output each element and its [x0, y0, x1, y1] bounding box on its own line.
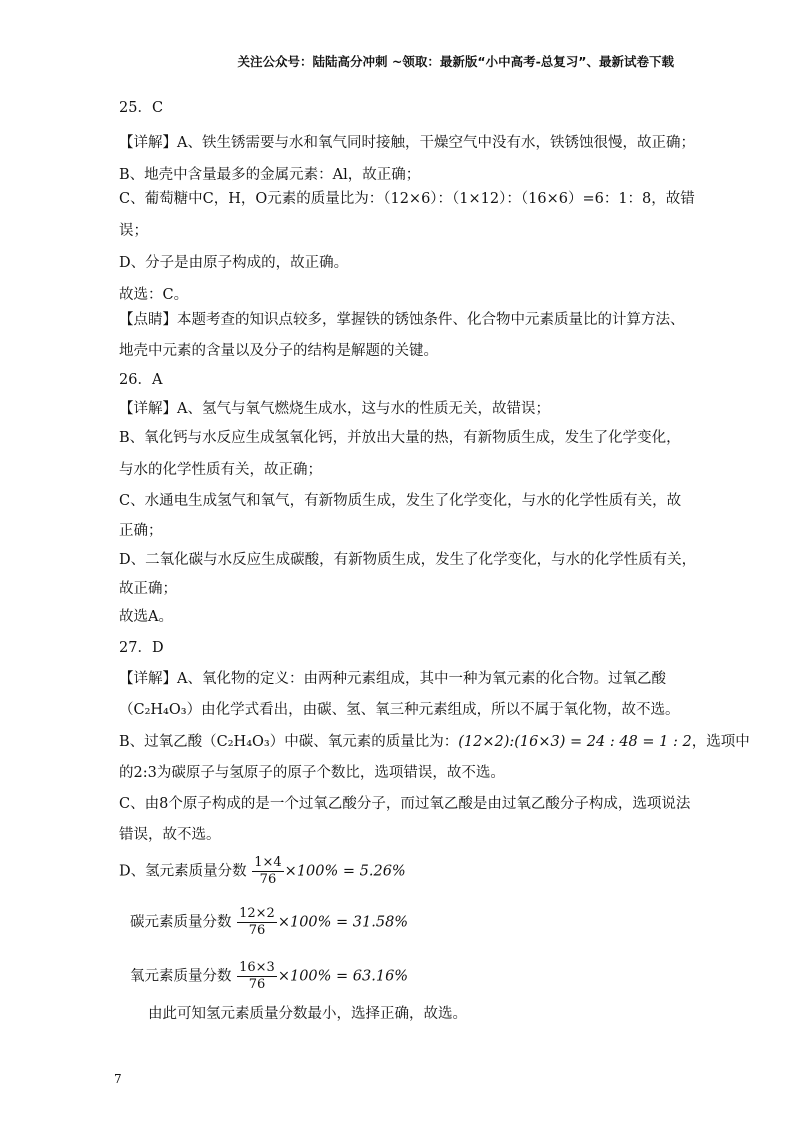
text-line: 的2:3为碳原子与氢原子的原子个数比，选项错误，故不选。 [119, 765, 505, 781]
fraction-line-hydrogen [119, 855, 406, 888]
fraction-label: D、氢元素质量分数 [119, 863, 247, 880]
answer-26: 26．A [119, 372, 163, 388]
text-line: C、葡萄糖中C，H，O元素的质量比为：（12×6）：（1×12）：（16×6）=6：1：8，故错 [119, 191, 695, 207]
fraction-line-oxygen [130, 960, 408, 993]
text-line-with-formula [119, 732, 750, 752]
denominator: 76 [259, 872, 277, 887]
denominator: 76 [248, 923, 266, 938]
text-line: 【点睛】本题考查的知识点较多，掌握铁的锈蚀条件、化合物中元素质量比的计算方法、 [119, 312, 685, 328]
text-line: 正确； [119, 523, 163, 539]
conclusion-line: 由此可知氢元素质量分数最小，选择正确，故选。 [148, 1006, 467, 1022]
text-line: 【详解】A、氧化物的定义：由两种元素组成，其中一种为氧元素的化合物。过氧乙酸 [119, 671, 666, 687]
text-line: D、分子是由原子构成的，故正确。 [119, 255, 349, 271]
text-line: 与水的化学性质有关，故正确； [119, 462, 322, 478]
fraction [237, 960, 277, 993]
text-line: B、氧化钙与水反应生成氢氧化钙，并放出大量的热，有新物质生成，发生了化学变化， [119, 430, 681, 446]
text-line: 故正确； [119, 581, 177, 597]
text-line: C、由8个原子构成的是一个过氧乙酸分子，而过氧乙酸是由过氧乙酸分子构成，选项说法 [119, 796, 691, 812]
fraction-label: 氧元素质量分数 [130, 968, 232, 985]
text-line: 故选：C。 [119, 287, 189, 303]
answer-27: 27．D [119, 640, 164, 656]
text-line: 【详解】A、氢气与氧气燃烧生成水，这与水的性质无关，故错误； [119, 401, 550, 417]
page-header: 关注公众号：陆陆高分冲刺 ~领取：最新版“小中高考-总复习”、最新试卷下载 [237, 54, 674, 69]
fraction-result: ×100% = 63.16% [277, 968, 409, 985]
fraction-result: ×100% = 31.58% [277, 914, 409, 931]
text-line: （C₂H₄O₃）由化学式看出，由碳、氢、氧三种元素组成，所以不属于氧化物，故不选。 [119, 702, 680, 718]
line-prefix: B、过氧乙酸（C₂H₄O₃）中碳、氧元素的质量比为： [119, 734, 459, 750]
fraction-result: ×100% = 5.26% [284, 863, 406, 880]
fraction [252, 855, 283, 888]
numerator: 12×2 [239, 906, 275, 921]
fraction [237, 906, 277, 939]
text-line: 【详解】A、铁生锈需要与水和氧气同时接触，干燥空气中没有水，铁锈蚀很慢，故正确； [119, 135, 695, 151]
line-suffix: ，选项中 [691, 734, 750, 750]
text-line: 误； [119, 223, 148, 239]
answer-25: 25．C [119, 100, 164, 116]
page-number: 7 [114, 1072, 122, 1086]
mass-ratio-formula: (12×2):(16×3) = 24 : 48 = 1 : 2 [458, 734, 692, 750]
text-line: C、水通电生成氢气和氧气，有新物质生成，发生了化学变化，与水的化学性质有关，故 [119, 493, 682, 509]
text-line: B、地壳中含量最多的金属元素：Al，故正确； [119, 167, 421, 183]
fraction-line-carbon [130, 906, 408, 939]
text-line: 地壳中元素的含量以及分子的结构是解题的关键。 [119, 343, 438, 359]
fraction-label: 碳元素质量分数 [130, 914, 232, 931]
text-line: 错误，故不选。 [119, 827, 221, 843]
numerator: 16×3 [239, 960, 275, 975]
text-line: D、二氧化碳与水反应生成碳酸，有新物质生成，发生了化学变化，与水的化学性质有关， [119, 552, 697, 568]
denominator: 76 [248, 977, 266, 992]
text-line: 故选A。 [119, 609, 173, 625]
numerator: 1×4 [254, 855, 282, 870]
